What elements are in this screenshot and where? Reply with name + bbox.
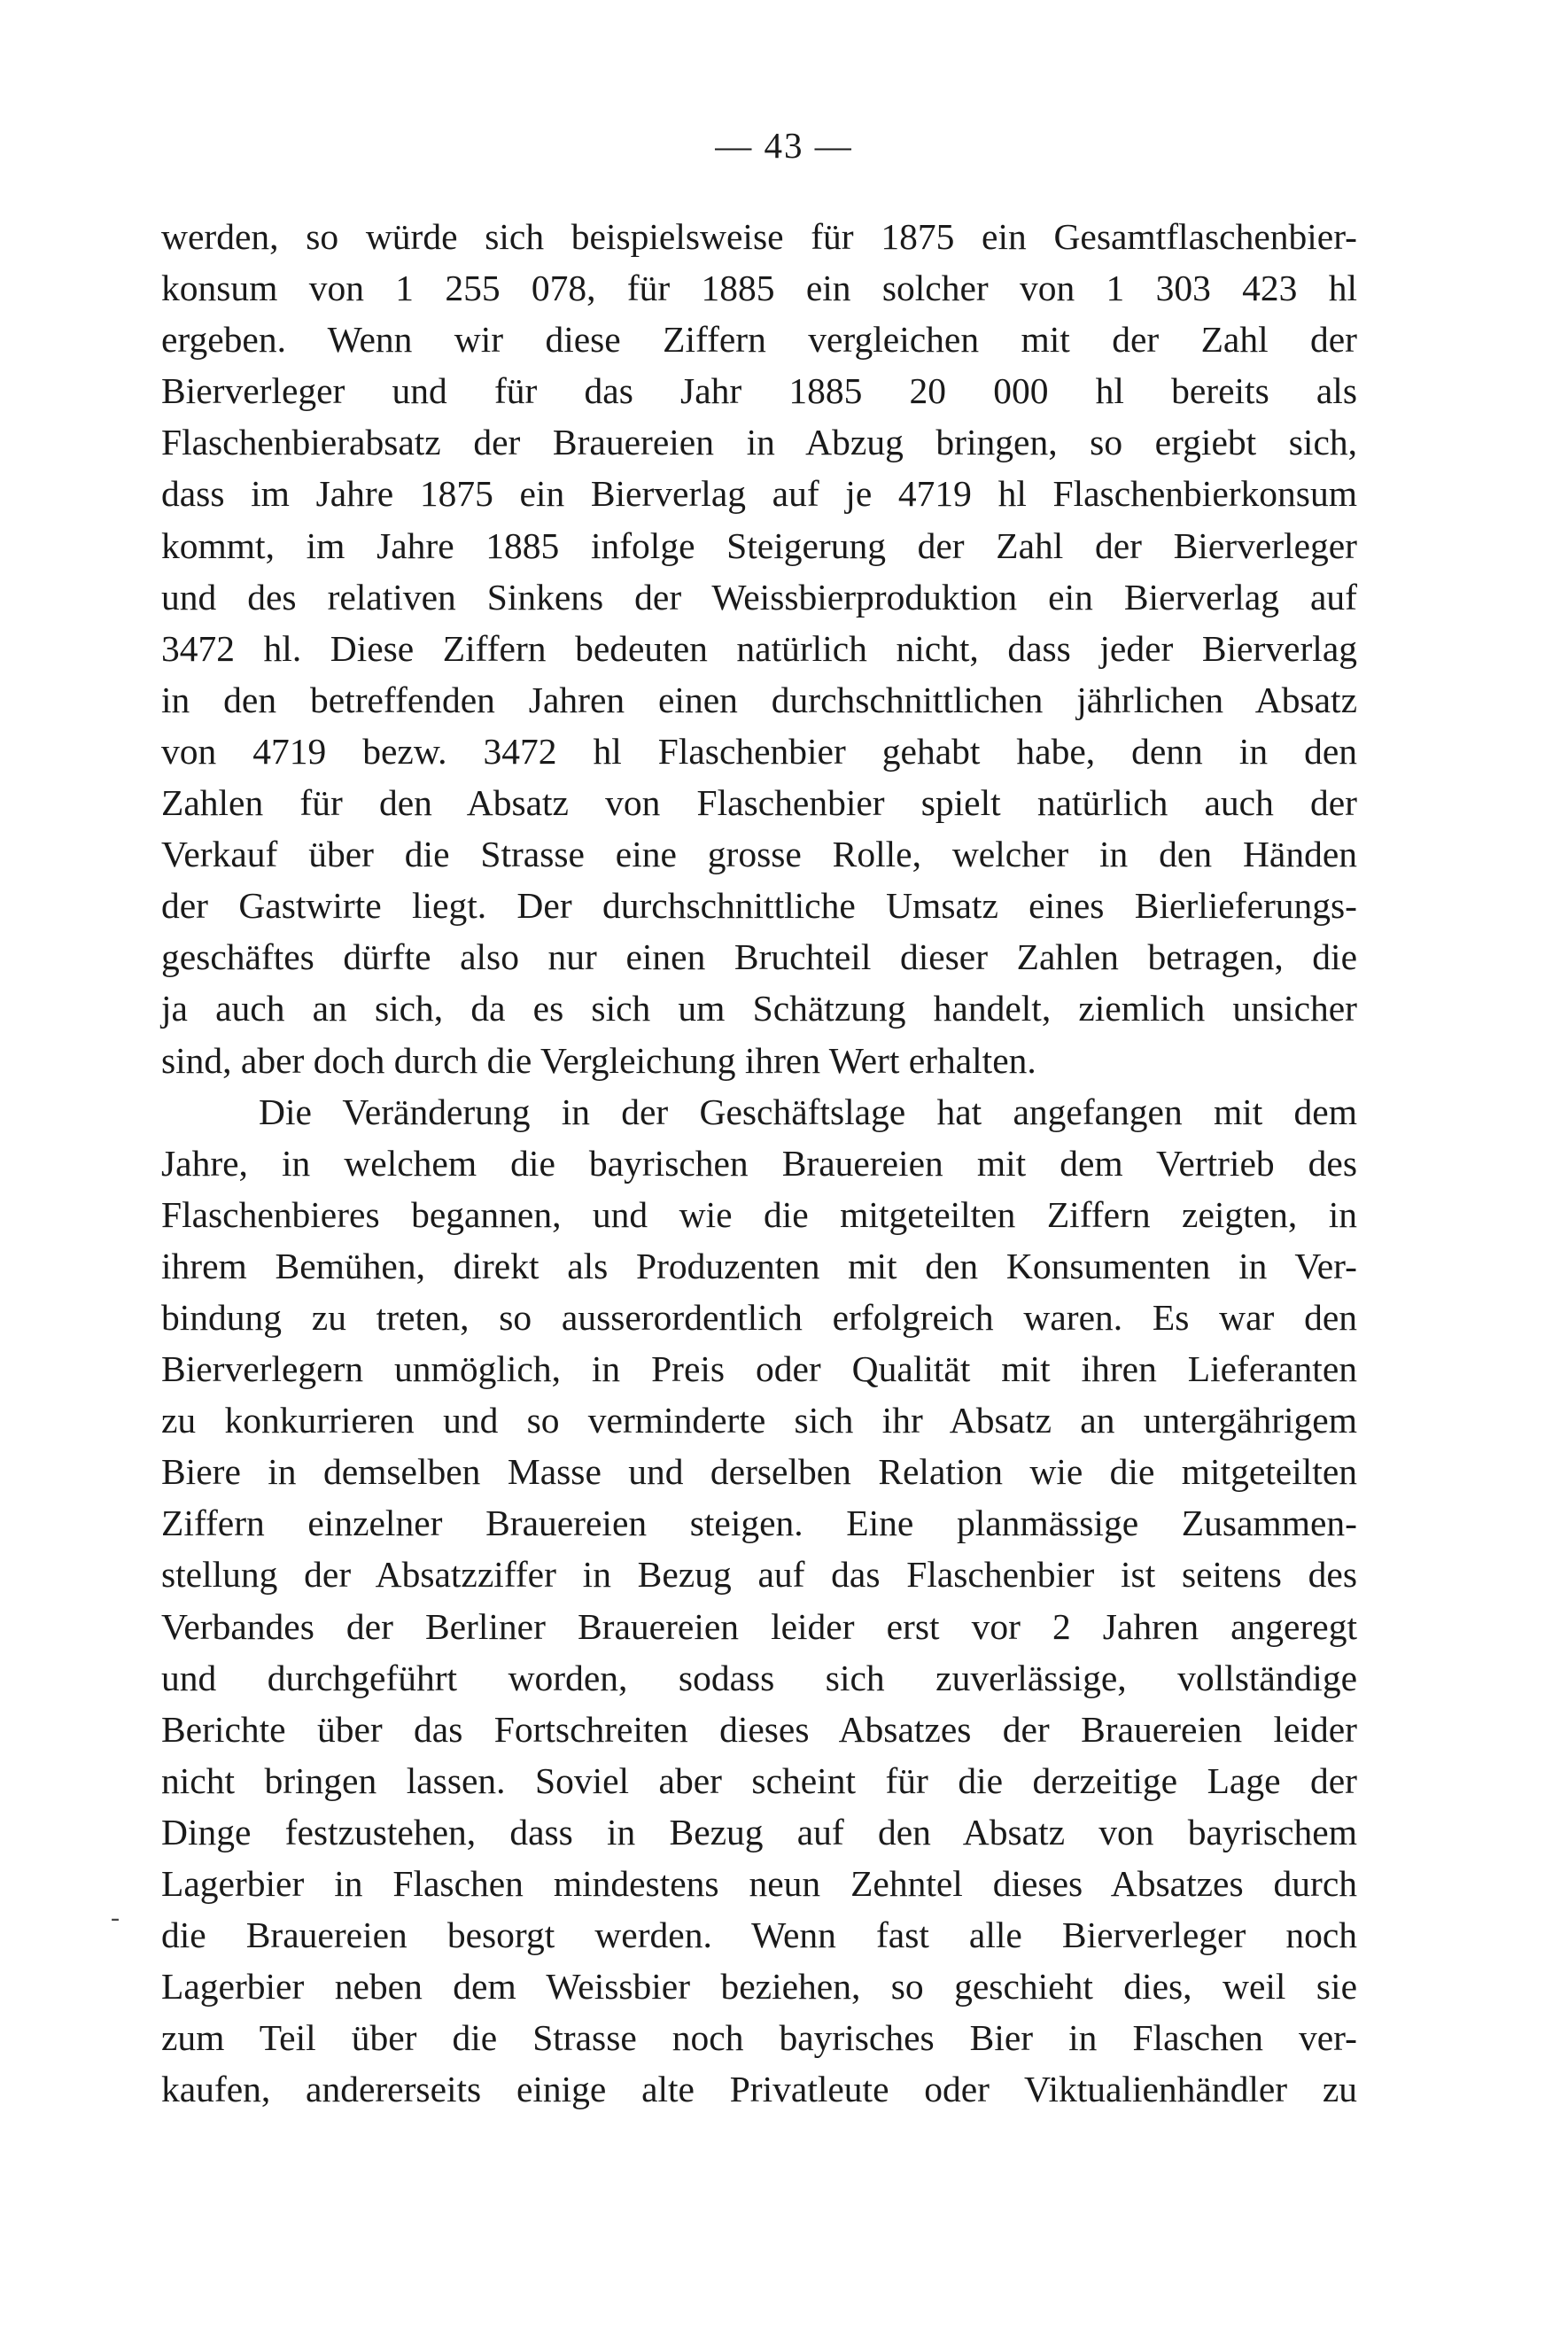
text-line: ergeben. Wenn wir diese Ziffern vergleichen mit der Zahl der <box>161 319 1357 361</box>
text-line: zum Teil über die Strasse noch bayrisches Bier in Flaschen ver- <box>161 2017 1357 2059</box>
text-line: Zahlen für den Absatz von Flaschenbier spielt natürlich auch der <box>161 782 1357 824</box>
text-line: Bierverlegern unmöglich, in Preis oder Qualität mit ihren Lieferanten <box>161 1348 1357 1390</box>
text-line: Verbandes der Berliner Brauereien leider erst vor 2 Jahren angeregt <box>161 1605 1357 1647</box>
text-line: Lagerbier in Flaschen mindestens neun Zehntel dieses Absatzes durch <box>161 1863 1357 1904</box>
text-line: in den betreffenden Jahren einen durchschnittlichen jährlichen Absatz <box>161 679 1357 720</box>
text-line: Jahre, in welchem die bayrischen Brauereien mit dem Vertrieb des <box>161 1142 1357 1184</box>
text-line: und durchgeführt worden, sodass sich zuverlässige, vollständige <box>161 1657 1357 1698</box>
text-line: der Gastwirte liegt. Der durchschnittliche Umsatz eines Bierlieferungs- <box>161 885 1357 927</box>
text-line: Flaschenbierabsatz der Brauereien in Abzug bringen, so ergiebt sich, <box>161 422 1357 463</box>
text-line: ihrem Bemühen, direkt als Produzenten mit den Konsumenten in Ver- <box>161 1245 1357 1286</box>
text-line: dass im Jahre 1875 ein Bierverlag auf je 4719 hl Flaschenbierkonsum <box>161 473 1357 515</box>
text-line: 3472 hl. Diese Ziffern bedeuten natürlich nicht, dass jeder Bierverlag <box>161 627 1357 669</box>
text-line: Die Veränderung in der Geschäftslage hat angefangen mit dem <box>259 1091 1357 1132</box>
text-line: nicht bringen lassen. Soviel aber scheint für die derzeitige Lage der <box>161 1759 1357 1801</box>
margin-mark: - <box>111 1903 120 1932</box>
text-line: und des relativen Sinkens der Weissbierproduktion ein Bierverlag auf <box>161 576 1357 617</box>
text-line: werden, so würde sich beispielsweise für 1875 ein Gesamtflaschenbier- <box>161 216 1357 257</box>
body-text <box>161 211 1357 2115</box>
text-line: Lagerbier neben dem Weissbier beziehen, so geschieht dies, weil sie <box>161 1966 1357 2008</box>
text-line: sind, aber doch durch die Vergleichung ihren Wert erhalten. <box>161 1039 1036 1081</box>
text-line: von 4719 bezw. 3472 hl Flaschenbier gehabt habe, denn in den <box>161 730 1357 772</box>
text-line: zu konkurrieren und so verminderte sich ihr Absatz an untergährigem <box>161 1400 1357 1441</box>
text-line: kaufen, andererseits einige alte Privatleute oder Viktualienhändler zu <box>161 2069 1357 2110</box>
text-line: konsum von 1 255 078, für 1885 ein solcher von 1 303 423 hl <box>161 268 1357 309</box>
page-number: — 43 — <box>715 125 853 166</box>
text-line: Biere in demselben Masse und derselben Relation wie die mitgeteilten <box>161 1451 1357 1493</box>
text-line: Dinge festzustehen, dass in Bezug auf den Absatz von bayrischem <box>161 1811 1357 1852</box>
text-line: Flaschenbieres begannen, und wie die mitgeteilten Ziffern zeigten, in <box>161 1193 1357 1235</box>
text-line: Bierverleger und für das Jahr 1885 20 000 hl bereits als <box>161 370 1357 412</box>
text-line: Verkauf über die Strasse eine grosse Rolle, welcher in den Händen <box>161 834 1357 875</box>
text-line: kommt, im Jahre 1885 infolge Steigerung der Zahl der Bierverleger <box>161 524 1357 566</box>
text-line: bindung zu treten, so ausserordentlich erfolgreich waren. Es war den <box>161 1296 1357 1338</box>
text-line: stellung der Absatzziffer in Bezug auf das Flaschenbier ist seitens des <box>161 1554 1357 1596</box>
text-line: Ziffern einzelner Brauereien steigen. Eine planmässige Zusammen- <box>161 1503 1357 1544</box>
text-line: ja auch an sich, da es sich um Schätzung handelt, ziemlich unsicher <box>161 988 1357 1029</box>
text-line: die Brauereien besorgt werden. Wenn fast alle Bierverleger noch <box>161 1914 1357 1956</box>
text-line: geschäftes dürfte also nur einen Bruchteil dieser Zahlen betragen, die <box>161 936 1357 978</box>
text-line: Berichte über das Fortschreiten dieses Absatzes der Brauereien leider <box>161 1708 1357 1750</box>
